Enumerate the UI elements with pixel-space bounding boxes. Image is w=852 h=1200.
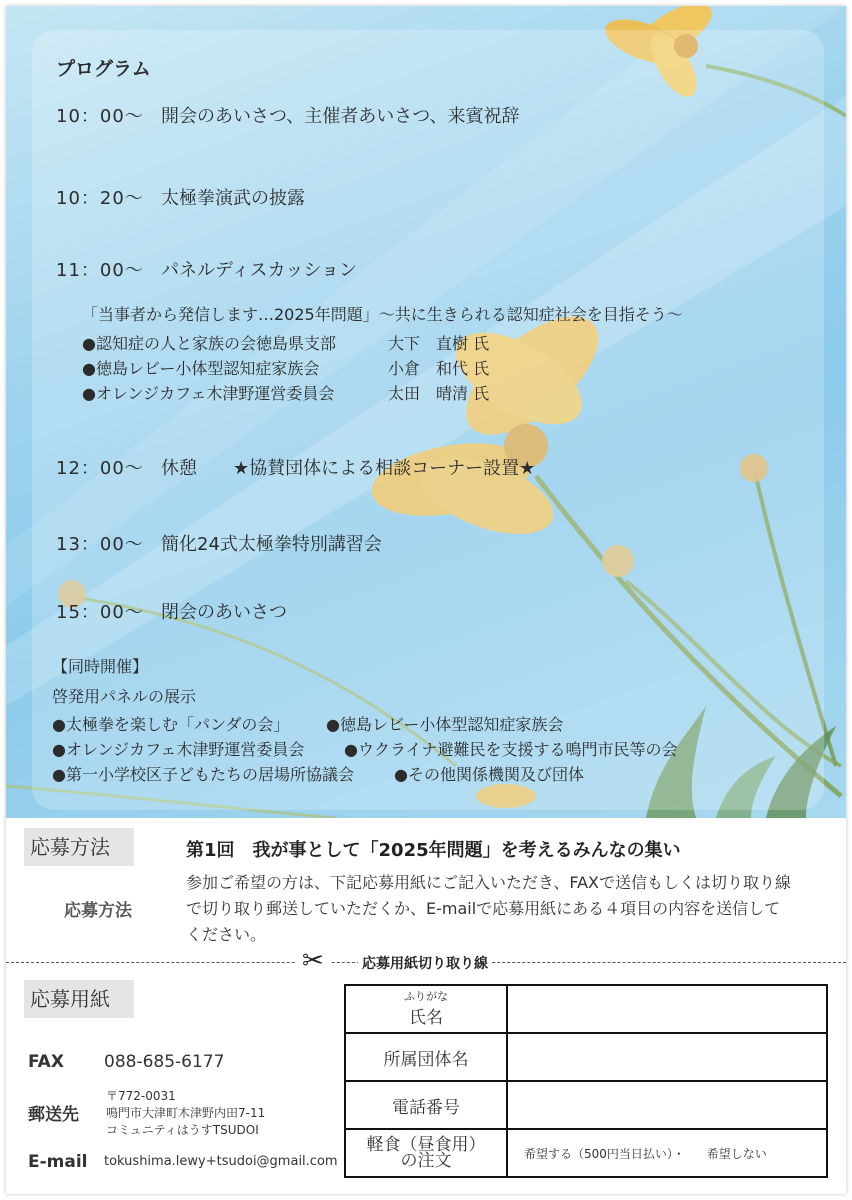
exhibitor-3: ●オレンジカフェ木津野運営委員会	[52, 740, 305, 759]
fax-label: FAX	[28, 1052, 64, 1072]
phone-label: 電話番号	[345, 1081, 507, 1129]
concurrent-header: 【同時開催】	[52, 657, 149, 676]
meal-label-1: 軽食（昼食用）	[366, 1135, 486, 1155]
meal-option-yes[interactable]: 希望する（500円当日払い）・	[524, 1146, 685, 1161]
concurrent-subheader: 啓発用パネルの展示	[52, 687, 197, 706]
exhibitor-5: ●第一小学校区子どもたちの居場所協議会	[52, 765, 354, 784]
panel-theme: 「当事者から発信します…2025年問題」〜共に生きられる認知症社会を目指そう〜	[82, 305, 683, 324]
street-address: 鳴門市大津町木津野内田7-11	[106, 1106, 266, 1120]
form-row-name	[345, 985, 827, 1033]
form-row-org	[345, 1033, 827, 1081]
program-item-6: 閉会のあいさつ	[161, 602, 287, 623]
panelist-name-3: 太田 晴清 氏	[388, 384, 490, 403]
name-label-cell	[345, 985, 507, 1033]
program-panel	[6, 6, 846, 818]
mailing-address	[106, 1088, 265, 1139]
name-label: 氏名	[409, 1008, 443, 1028]
form-header: 応募用紙	[24, 980, 134, 1018]
name-input-cell[interactable]	[507, 985, 827, 1033]
program-item-2: 太極拳演武の披露	[161, 188, 305, 209]
panelist-name-1: 大下 直樹 氏	[388, 334, 490, 353]
program-title: プログラム	[56, 58, 151, 80]
meal-options-cell[interactable]	[507, 1129, 827, 1177]
form-row-phone	[345, 1081, 827, 1129]
phone-input-cell[interactable]	[507, 1081, 827, 1129]
program-item-1: 開会のあいさつ、主催者あいさつ、来賓祝辞	[161, 106, 520, 127]
program-item-4: 休憩 ★協賛団体による相談コーナー設置★	[161, 458, 536, 479]
time-4: 12：00〜	[56, 458, 144, 479]
event-title: 第1回 我が事として「2025年問題」を考えるみんなの集い	[186, 840, 681, 861]
facility-name: コミュニティはうすTSUDOI	[106, 1123, 259, 1137]
postal-code: 〒772-0031	[106, 1089, 176, 1103]
time-1: 10：00〜	[56, 106, 144, 127]
mail-label: 郵送先	[28, 1105, 79, 1125]
cut-line-label: 応募用紙切り取り線	[358, 953, 492, 973]
exhibitor-2: ●徳島レビー小体型認知症家族会	[326, 715, 564, 734]
time-5: 13：00〜	[56, 534, 144, 555]
form-row-meal	[345, 1129, 827, 1177]
scissors-icon: ✂	[296, 946, 330, 976]
method-text: 参加ご希望の方は、下記応募用紙にご記入いただき、FAXで送信もしくは切り取り線で切り取り郵送していただくか、E-mailで応募用紙にある４項目の内容を送信してください。	[186, 873, 792, 944]
meal-label-2: の注文	[400, 1151, 452, 1171]
method-header: 応募方法	[24, 828, 134, 866]
exhibitor-4: ●ウクライナ避難民を支援する鳴門市民等の会	[344, 740, 678, 759]
org-label: 所属団体名	[345, 1033, 507, 1081]
email-label: E-mail	[28, 1152, 88, 1172]
method-label: 応募方法	[64, 901, 132, 921]
panelist-org-1: ●認知症の人と家族の会徳島県支部	[82, 334, 336, 353]
panelist-org-2: ●徳島レビー小体型認知症家族会	[82, 359, 320, 378]
panelist-org-3: ●オレンジカフェ木津野運営委員会	[82, 384, 335, 403]
time-2: 10：20〜	[56, 188, 144, 209]
meal-label-cell	[345, 1129, 507, 1177]
org-input-cell[interactable]	[507, 1033, 827, 1081]
application-form-table	[344, 984, 828, 1178]
email-address: tokushima.lewy+tsudoi@gmail.com	[104, 1154, 338, 1169]
furigana-label: ふりがな	[404, 990, 448, 1003]
exhibitor-6: ●その他関係機関及び団体	[394, 765, 584, 784]
program-item-3: パネルディスカッション	[161, 260, 358, 281]
panelist-name-2: 小倉 和代 氏	[388, 359, 490, 378]
time-6: 15：00〜	[56, 602, 144, 623]
exhibitor-1: ●太極拳を楽しむ「パンダの会」	[52, 715, 290, 734]
meal-option-no[interactable]: 希望しない	[706, 1146, 767, 1161]
program-item-5: 簡化24式太極拳特別講習会	[161, 534, 382, 555]
fax-number: 088-685-6177	[104, 1052, 225, 1072]
time-3: 11：00〜	[56, 260, 144, 281]
flyer-sheet	[6, 6, 846, 1194]
